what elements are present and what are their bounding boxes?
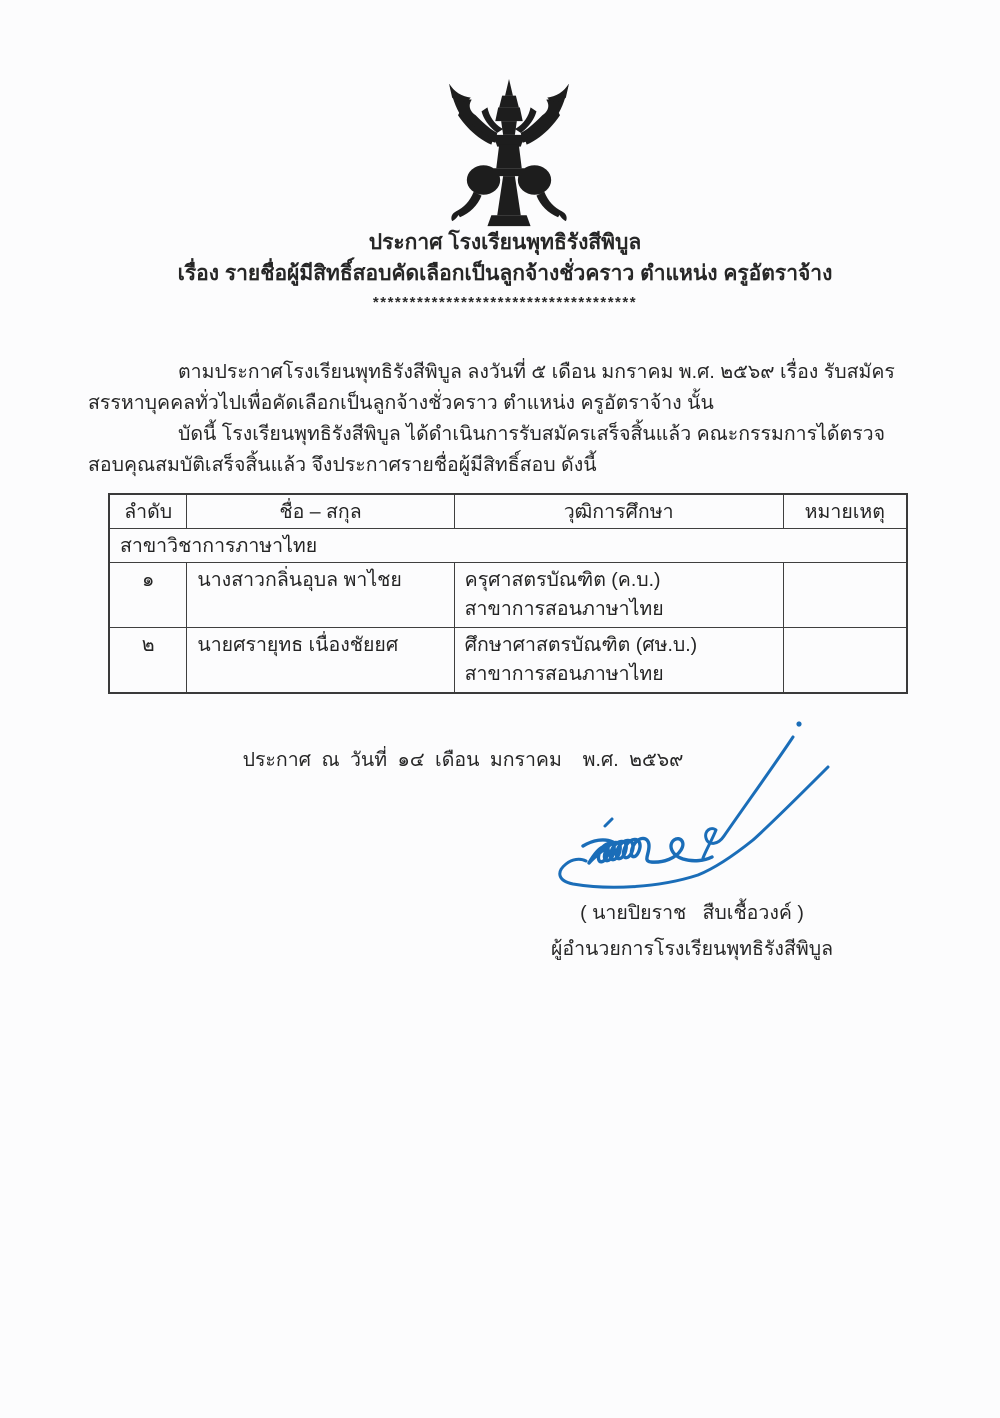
table-header-row (109, 494, 907, 529)
signer-title: ผู้อำนวยการโรงเรียนพุทธิรังสีพิบูล (550, 938, 834, 960)
col-header-qualification: วุฒิการศึกษา (454, 494, 783, 529)
garuda-emblem-graphic (430, 78, 588, 230)
table-row (109, 563, 907, 628)
cell-qualification (454, 628, 783, 694)
qualification-degree: ศึกษาศาสตรบัณฑิต (ศษ.บ.) (464, 634, 698, 656)
garuda-emblem (430, 78, 588, 230)
cell-qualification (454, 563, 783, 628)
cell-name: นางสาวกลิ่นอุบล พาไชย (187, 563, 454, 628)
candidates-table (108, 493, 908, 694)
cell-no: ๒ (109, 628, 187, 694)
body-text (88, 357, 914, 481)
cell-name: นายศรายุทธ เนื่องชัยยศ (187, 628, 454, 694)
paragraph-result: บัดนี้ โรงเรียนพุทธิรังสีพิบูล ได้ดำเนินการรับสมัครเสร็จสิ้นแล้ว คณะกรรมการได้ตรวจสอบคุณสมบัติเสร็จสิ้นแล้ว จึงประกาศรายชื่อผู้มีสิทธิ์สอบ ดังนี้ (88, 423, 886, 476)
asterisk-divider: ************************************ (372, 294, 638, 311)
section-row-thai-major (109, 529, 907, 563)
table-row (109, 628, 907, 694)
qualification-major: สาขาการสอนภาษาไทย (464, 663, 664, 685)
col-header-name: ชื่อ – สกุล (187, 494, 454, 529)
col-header-remark: หมายเหตุ (783, 494, 907, 529)
paragraph-reference: ตามประกาศโรงเรียนพุทธิรังสีพิบูล ลงวันที่ ๕ เดือน มกราคม พ.ศ. ๒๕๖๙ เรื่อง รับสมัครสรรหาบุคคลทั่วไปเพื่อคัดเลือกเป็นลูกจ้างชั่วคราว ตำแหน่ง ครูอัตราจ้าง นั้น (88, 361, 895, 414)
qualification-degree: ครุศาสตรบัณฑิต (ค.บ.) (464, 569, 661, 591)
cell-remark (783, 563, 907, 628)
cell-remark (783, 628, 907, 694)
announcement-date: ประกาศ ณ วันที่ ๑๔ เดือน มกราคม พ.ศ. ๒๕๖๙ (242, 749, 684, 771)
section-label: สาขาวิชาการภาษาไทย (109, 529, 907, 563)
cell-no: ๑ (109, 563, 187, 628)
announcement-title: ประกาศ โรงเรียนพุทธิรังสีพิบูล (368, 231, 642, 254)
signer-name: ( นายปิยราช สืบเชื้อวงค์ ) (580, 902, 804, 924)
qualification-major: สาขาการสอนภาษาไทย (464, 598, 664, 620)
announcement-subject: เรื่อง รายชื่อผู้มีสิทธิ์สอบคัดเลือกเป็นลูกจ้างชั่วคราว ตำแหน่ง ครูอัตราจ้าง (177, 262, 833, 285)
col-header-no: ลำดับ (109, 494, 187, 529)
signature-ink (548, 712, 848, 897)
